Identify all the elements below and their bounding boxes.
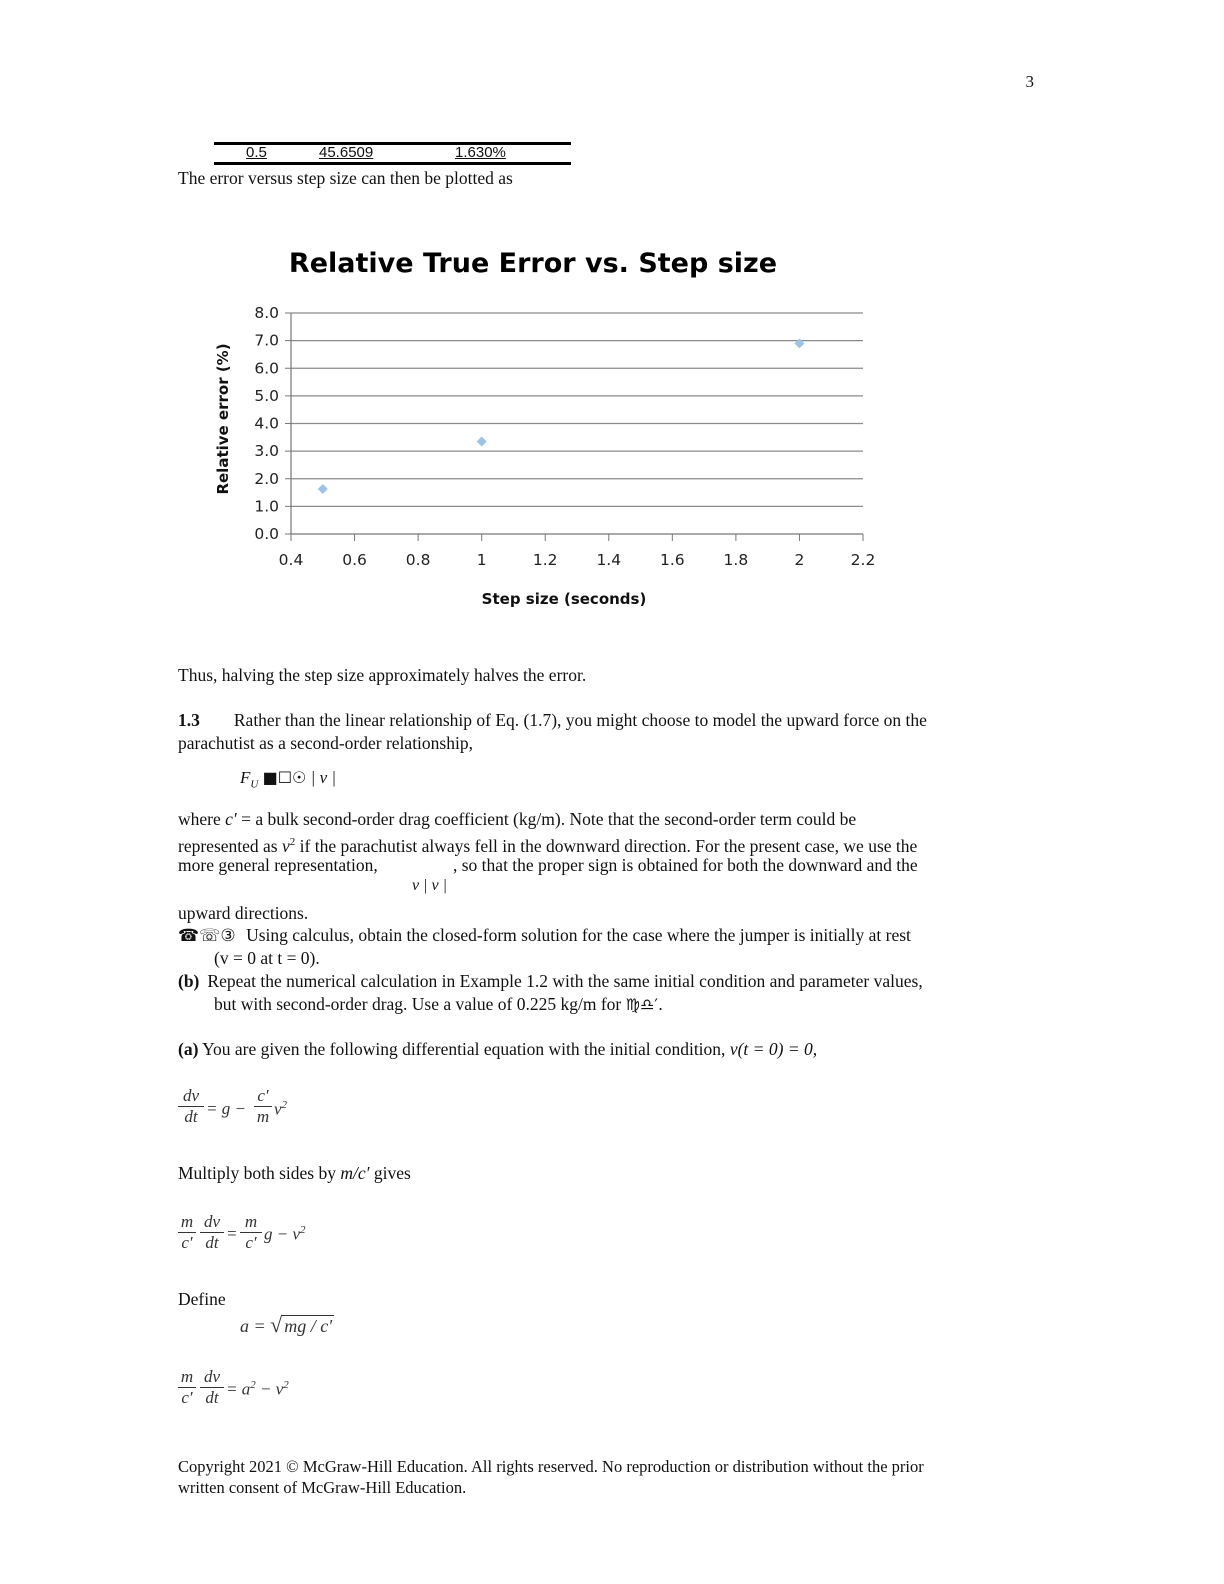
part-b-question-2: but with second-order drag. Use a value of 0.225 kg/m for ♍♎′. bbox=[214, 994, 664, 1014]
y-tick-label: 7.0 bbox=[254, 331, 279, 350]
data-point bbox=[477, 436, 487, 446]
table-top-rule bbox=[214, 142, 571, 145]
x-tick-label: 1.4 bbox=[596, 551, 622, 569]
y-tick-label: 8.0 bbox=[254, 304, 279, 322]
chart-grid bbox=[291, 313, 863, 506]
force-symbol: F bbox=[240, 768, 251, 787]
para-line-3b: , so that the proper sign is obtained for both the downward and the bbox=[453, 855, 918, 875]
y-tick-label: 5.0 bbox=[254, 386, 279, 405]
para-line-3: more general representation, bbox=[178, 855, 378, 875]
equation-4: $\frac{m}{c'}$ $\frac{dv}{dt}$ = $a^2 - v^2$ bbox=[178, 1367, 338, 1419]
garbled-symbol-glyphs: ♍♎′. bbox=[625, 995, 664, 1014]
garbled-label-glyphs: ☎☏③ bbox=[178, 926, 236, 946]
define-label: Define bbox=[178, 1289, 226, 1309]
x-tick-label: 0.8 bbox=[405, 551, 431, 569]
garbled-glyphs: ■☐☉ bbox=[262, 768, 307, 787]
y-tick-label: 6.0 bbox=[254, 359, 279, 378]
copyright-footer bbox=[178, 1456, 924, 1498]
x-tick-label: 1.6 bbox=[660, 551, 685, 569]
table-cell-step: 0.5 bbox=[246, 144, 267, 161]
y-tick-label: 1.0 bbox=[254, 497, 279, 516]
x-tick-label: 2 bbox=[794, 551, 805, 569]
data-point bbox=[794, 338, 804, 348]
data-point bbox=[318, 484, 328, 494]
para-line-4: upward directions. bbox=[178, 903, 309, 923]
abs-v-expression: v | v | bbox=[412, 877, 447, 894]
x-tick-label: 0.4 bbox=[278, 551, 304, 569]
intro-line: The error versus step size can then be plotted as bbox=[178, 168, 513, 188]
chart-y-label: Relative error (%) bbox=[214, 343, 232, 495]
multiply-line: Multiply both sides by m/c′ gives bbox=[178, 1163, 411, 1183]
y-tick-label: 2.0 bbox=[254, 469, 279, 488]
chart-points bbox=[318, 338, 805, 494]
chart-y-ticks bbox=[254, 304, 279, 543]
equation-1: $\frac{dv}{dt}$ = g − $\frac{c'}{m}$ $v^2$ bbox=[178, 1086, 318, 1138]
x-tick-label: 1.2 bbox=[532, 551, 558, 569]
para-line-2: represented as $v^2$ if the parachutist always fell in the downward direction. For the present case, we use the bbox=[178, 835, 918, 856]
equation-2: $\frac{m}{c'}$ $\frac{dv}{dt}$ = $\frac{m}{c'}$ $g - v^2$ bbox=[178, 1212, 338, 1264]
part-a-answer: (a) You are given the following differential equation with the initial condition, v(t = 0) = 0, bbox=[178, 1039, 818, 1059]
conclusion: Thus, halving the step size approximately halves the error. bbox=[178, 665, 587, 685]
problem-number: 1.3 bbox=[178, 710, 200, 730]
chart-title: Relative True Error vs. Step size bbox=[288, 248, 778, 279]
error-chart bbox=[190, 230, 890, 625]
y-tick-label: 3.0 bbox=[254, 442, 279, 461]
y-tick-label: 4.0 bbox=[254, 414, 279, 433]
problem-statement bbox=[178, 709, 927, 732]
x-tick-label: 0.6 bbox=[342, 551, 367, 569]
table-cell-error: 1.630% bbox=[455, 144, 506, 161]
part-b-question: (b) Repeat the numerical calculation in Example 1.2 with the same initial condition and parameter values, bbox=[178, 971, 923, 991]
chart-x-label: Step size (seconds) bbox=[481, 590, 647, 608]
footer-line-1: Copyright 2021 © McGraw-Hill Education. All rights reserved. No reproduction or distribution without the prior bbox=[178, 1457, 924, 1476]
part-a-question: ☎☏③ Using calculus, obtain the closed-form solution for the case where the jumper is initially at rest bbox=[178, 925, 911, 946]
problem-line-1: Rather than the linear relationship of Eq. (1.7), you might choose to model the upward force on the bbox=[233, 710, 927, 730]
x-tick-label: 1.8 bbox=[723, 551, 749, 569]
x-tick-label: 2.2 bbox=[850, 551, 876, 569]
y-tick-label: 0.0 bbox=[254, 525, 279, 543]
problem-line-2: parachutist as a second-order relationship, bbox=[178, 733, 473, 753]
page-number: 3 bbox=[1025, 72, 1034, 91]
table-bottom-rule bbox=[214, 162, 571, 165]
footer-line-2: written consent of McGraw-Hill Education. bbox=[178, 1478, 467, 1497]
table-cell-value: 45.6509 bbox=[319, 144, 374, 161]
x-tick-label: 1 bbox=[476, 551, 487, 569]
equation-3: a = √ mg / c′ bbox=[240, 1312, 333, 1337]
force-equation: $F_U$ ■☐☉ | v | bbox=[240, 768, 337, 791]
part-a-question-2: (v = 0 at t = 0). bbox=[214, 948, 320, 968]
chart-x-ticks bbox=[279, 551, 876, 569]
para-line-1: where c′ = a bulk second-order drag coefficient (kg/m). Note that the second-order term could be bbox=[178, 809, 857, 829]
